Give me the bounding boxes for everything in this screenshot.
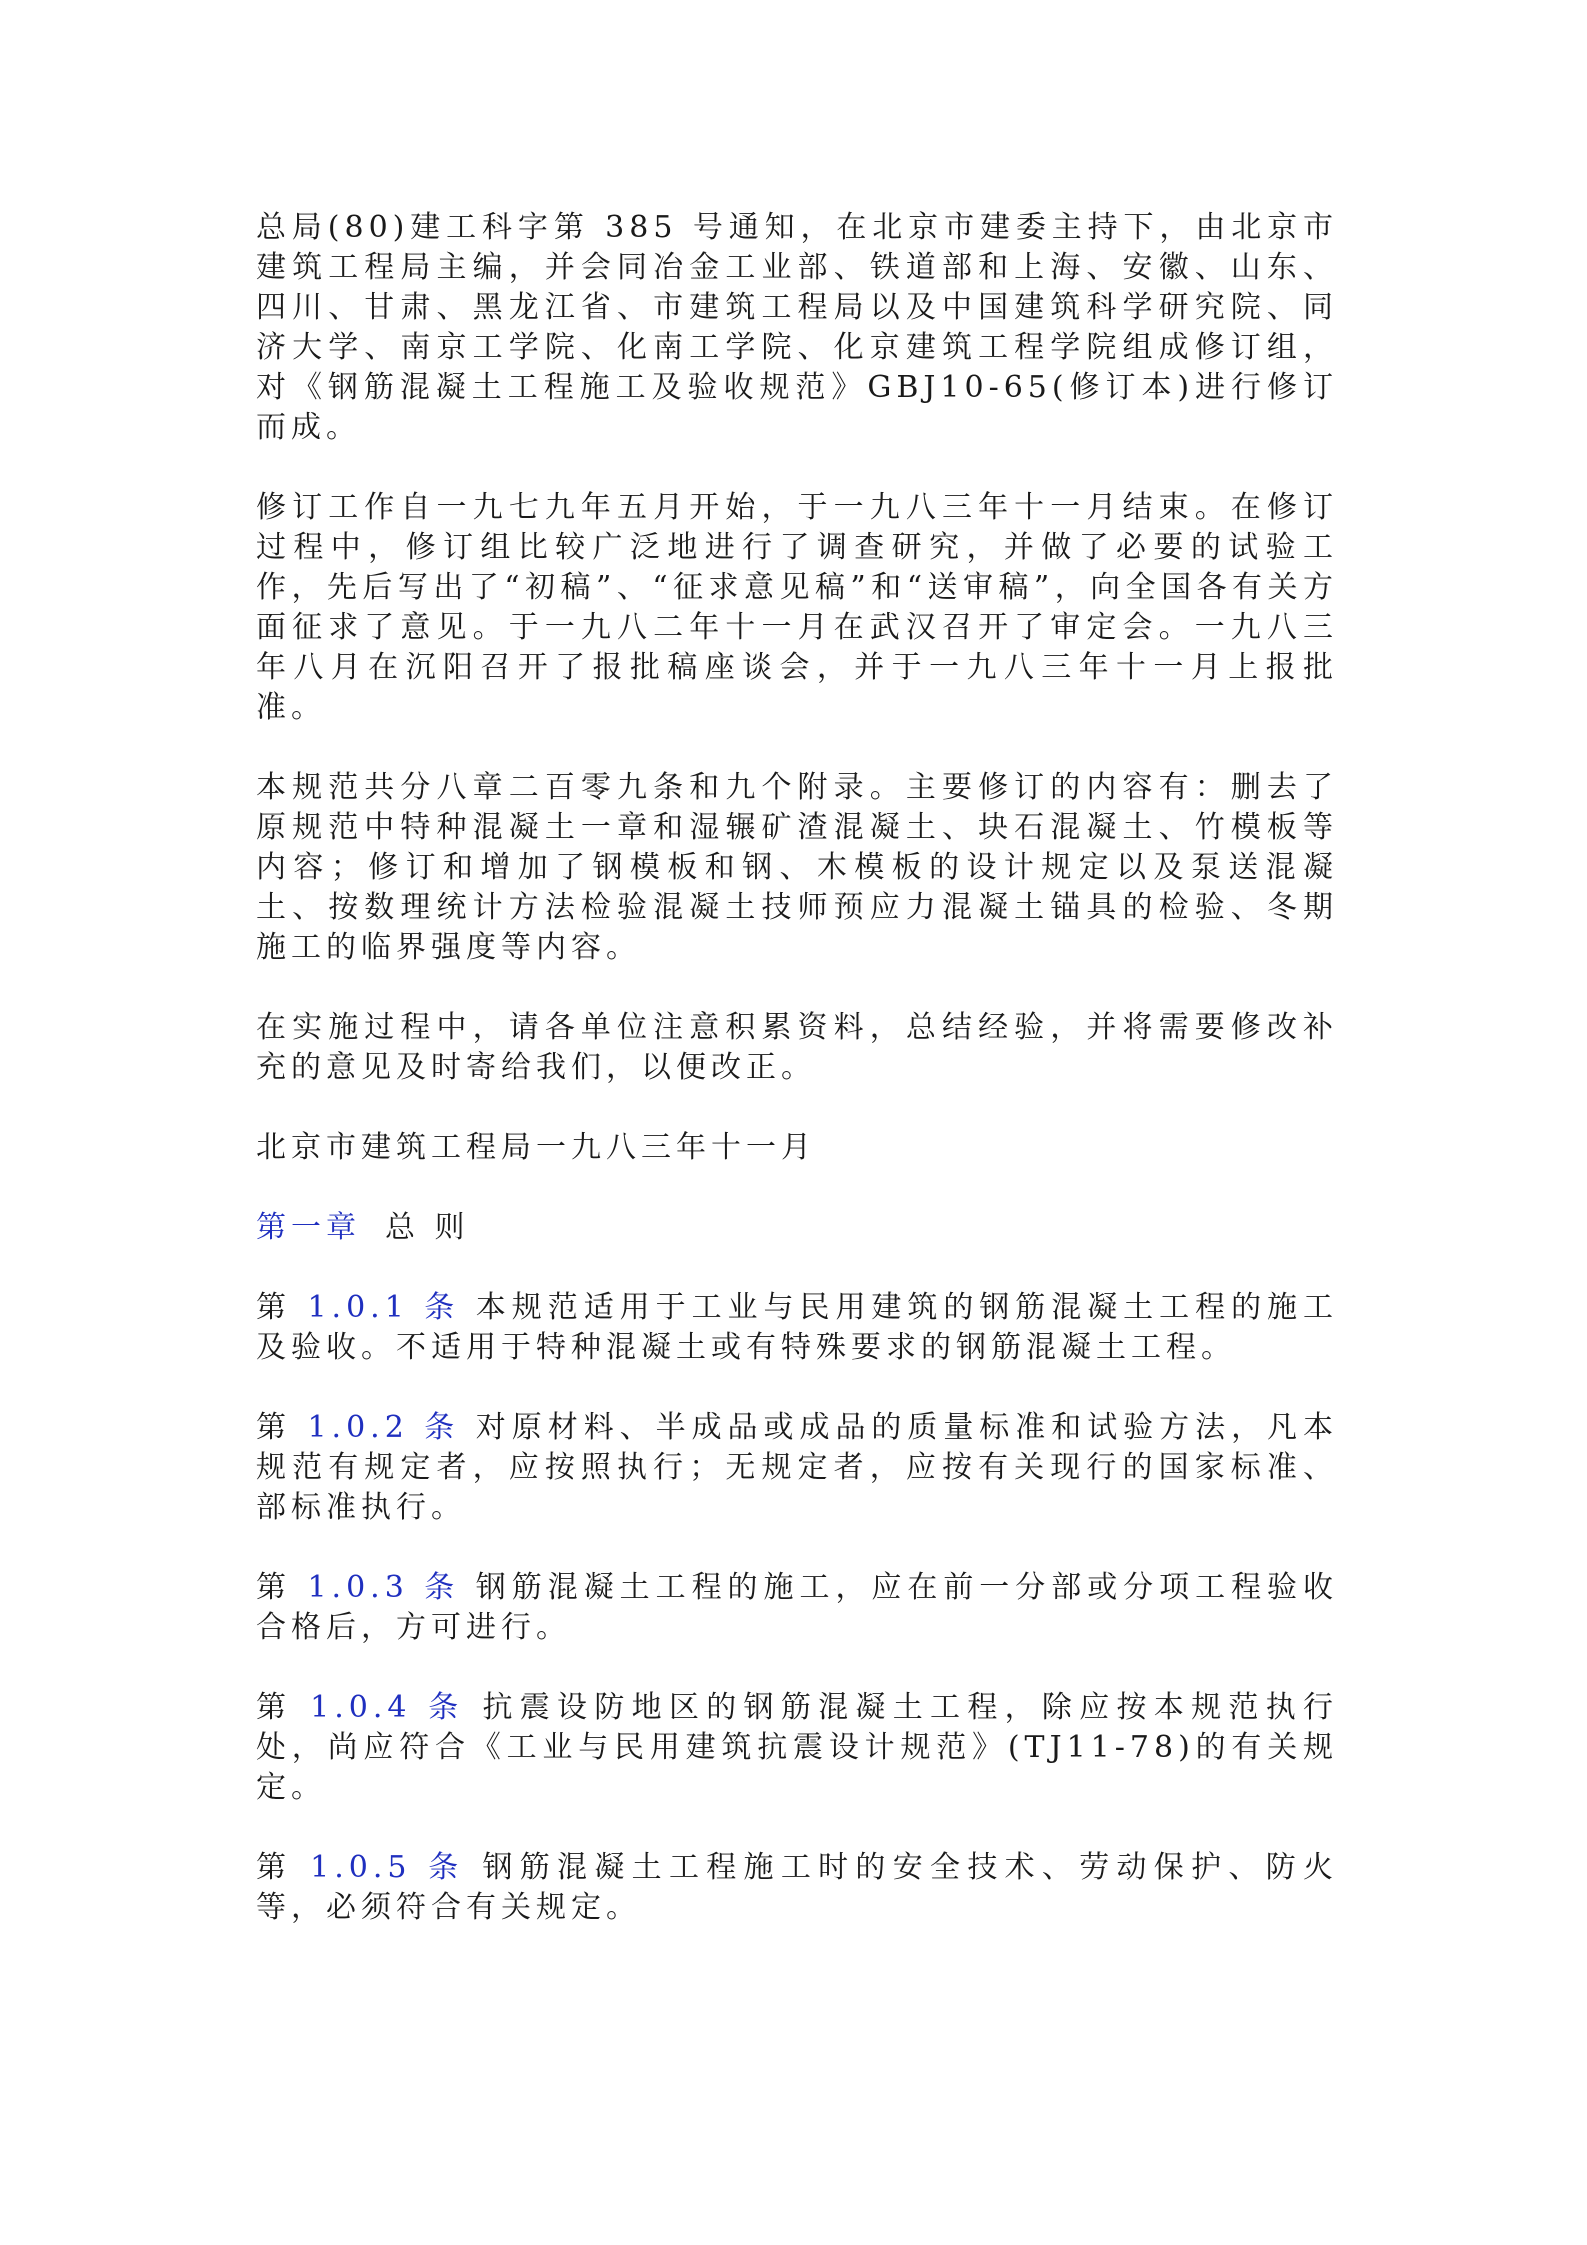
article-number-link[interactable]: 1.0.1 条 (307, 1290, 461, 1325)
article-1-0-5 (256, 1848, 1338, 1928)
article-1-0-4 (256, 1688, 1338, 1808)
intro-paragraph-1: 总局(80)建工科字第 385 号通知，在北京市建委主持下，由北京市建筑工程局主编，并会同冶金工业部、铁道部和上海、安徽、山东、四川、甘肃、黑龙江省、市建筑工程局以及中国建筑科学研究院、同济大学、南京工学院、化南工学院、化京建筑工程学院组成修订组，对《钢筋混凝土工程施工及验收规范》GBJ10-65(修订本)进行修订而成。 (256, 210, 1338, 445)
intro-paragraph-3: 本规范共分八章二百零九条和九个附录。主要修订的内容有：删去了原规范中特种混凝土一章和湿辗矿渣混凝土、块石混凝土、竹模板等内容；修订和增加了钢模板和钢、木模板的设计规定以及泵送混凝土、按数理统计方法检验混凝土技师预应力混凝土锚具的检验、冬期施工的临界强度等内容。 (256, 770, 1338, 965)
article-text: 对原材料、半成品或成品的质量标准和试验方法，凡本规范有规定者，应按照执行；无规定者，应按有关现行的国家标准、部标准执行。 (256, 1410, 1339, 1525)
article-number-link[interactable]: 1.0.4 条 (310, 1690, 466, 1725)
chapter-title: 总 则 (385, 1210, 470, 1245)
article-number-link[interactable]: 1.0.3 条 (307, 1570, 461, 1605)
article-1-0-3 (256, 1568, 1338, 1648)
intro-paragraph-4: 在实施过程中，请各单位注意积累资料，总结经验，并将需要修改补充的意见及时寄给我们，以便改正。 (256, 1010, 1338, 1085)
article-1-0-2 (256, 1408, 1338, 1528)
chapter-heading (256, 1208, 1338, 1248)
article-prefix: 第 (256, 1570, 308, 1605)
signature-line: 北京市建筑工程局一九八三年十一月 (256, 1130, 816, 1165)
article-prefix: 第 (256, 1690, 311, 1725)
article-number-link[interactable]: 1.0.5 条 (310, 1850, 466, 1885)
article-text: 本规范适用于工业与民用建筑的钢筋混凝土工程的施工及验收。不适用于特种混凝土或有特殊要求的钢筋混凝土工程。 (256, 1290, 1339, 1365)
article-prefix: 第 (256, 1290, 308, 1325)
article-text: 钢筋混凝土工程的施工，应在前一分部或分项工程验收合格后，方可进行。 (256, 1570, 1339, 1645)
article-1-0-1 (256, 1288, 1338, 1368)
chapter-label-link[interactable]: 第一章 (256, 1210, 361, 1245)
intro-paragraph-2: 修订工作自一九七九年五月开始，于一九八三年十一月结束。在修订过程中，修订组比较广泛地进行了调查研究，并做了必要的试验工作，先后写出了“初稿”、“征求意见稿”和“送审稿”，向全国各有关方面征求了意见。于一九八二年十一月在武汉召开了审定会。一九八三年八月在沉阳召开了报批稿座谈会，并于一九八三年十一月上报批准。 (256, 490, 1338, 725)
article-number-link[interactable]: 1.0.2 条 (307, 1410, 461, 1445)
article-text: 钢筋混凝土工程施工时的安全技术、劳动保护、防火等，必须符合有关规定。 (256, 1850, 1338, 1925)
document-body (256, 208, 1338, 1968)
article-prefix: 第 (256, 1410, 308, 1445)
article-prefix: 第 (256, 1850, 311, 1885)
article-text: 抗震设防地区的钢筋混凝土工程，除应按本规范执行处，尚应符合《工业与民用建筑抗震设计规范》(TJ11-78)的有关规定。 (256, 1690, 1338, 1805)
